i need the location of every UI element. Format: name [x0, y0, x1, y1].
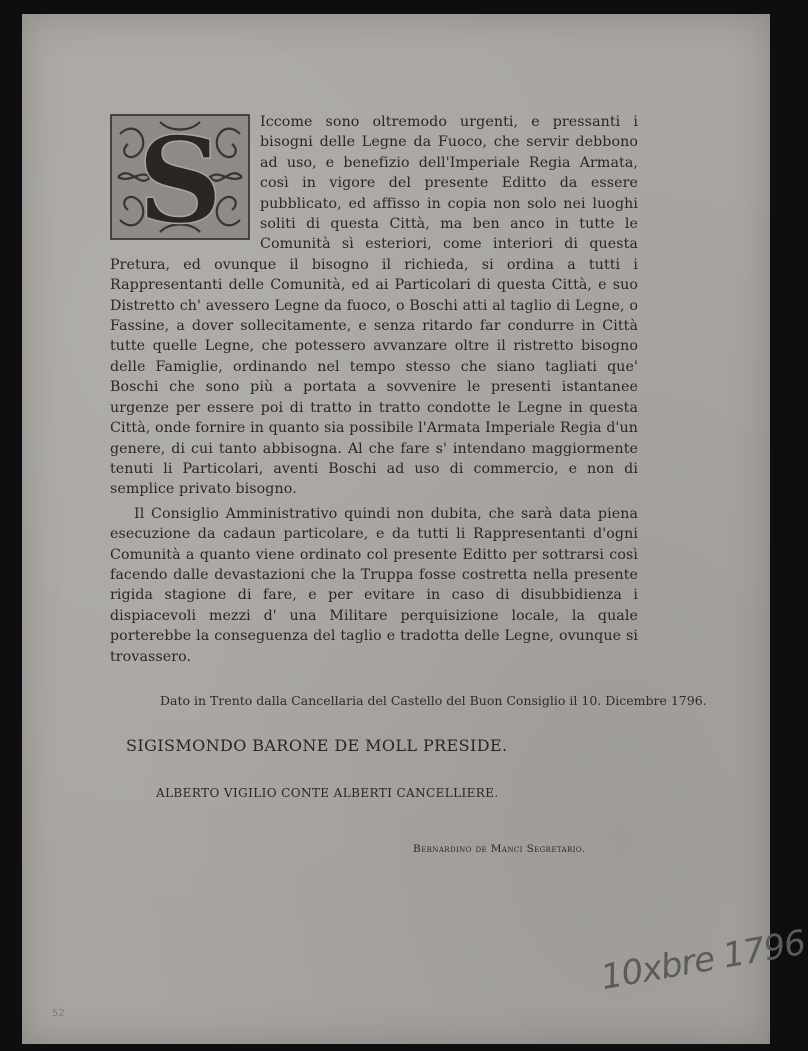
date-line: Dato in Trento dalla Cancellaria del Castello del Buon Consiglio il 10. Dicembre 1796. [160, 693, 707, 708]
handwritten-date-note: 10xbre 1796 [598, 922, 808, 998]
initial-letter: S [137, 111, 223, 250]
signature-segretario: Bernardino de Manci Segretario. [413, 843, 586, 855]
paragraph-1: Iccome sono oltremodo urgenti, e pressanti i bisogni delle Legne da Fuoco, che servir debbono ad uso, e benefizio dell'Imperiale Regia Armata, così in vigore del presente Editto da essere pubblicato, ed affisso in copia non solo nei luoghi soliti di questa Città, ma ben anco in tutte le Comunità sì esteriori, come interiori di questa Pretura, ed ovunque il bisogno il richieda, si ordina a tutti i Rappresentanti delle Comunità, ed ai Particolari di questa Città, e suo Distretto ch' avessero Legne da fuoco, o Boschi atti al taglio di Legne, o Fassine, a dover sollecitamente, e senza ritardo far condurre in Città tutte quelle Legne, che potessero avvanzare oltre il ristretto bisogno delle Famiglie, ordinando nel tempo stesso che siano tagliati que' Boschi che sono più a portata a sovvenire le presenti istantanee urgenze per essere poi di tratto in tratto condotte le Legne in questa Città, onde fornire in quanto sia possibile l'Armata Imperiale Regia d'un genere, di cui tanto abbisogna. Al che fare s' intendano maggiormente tenuti li Particolari, aventi Boschi ad uso di commercio, e non di semplice privato bisogno. [110, 114, 638, 498]
signature-preside: SIGISMONDO BARONE DE MOLL PRESIDE. [126, 736, 508, 755]
edict-body [110, 112, 638, 667]
paragraph-2: Il Consiglio Amministrativo quindi non dubita, che sarà data piena esecuzione da cadaun particolare, e da tutti li Rappresentanti d'ogni Comunità a quanto viene ordinato col presente Editto per sottrarsi così facendo dalle devastazioni che la Truppa fosse costretta nella presente rigida stagione di fare, e per evitare in caso di disubbidienza i dispiacevoli mezzi d' una Militare perquisizione locale, la quale porterebbe la conseguenza del taglio e tradotta delle Legne, ovunque si trovassero. [110, 505, 638, 665]
page-number-mark: 52 [52, 1008, 65, 1019]
decorated-initial-s [110, 111, 250, 250]
signature-cancelliere: ALBERTO VIGILIO CONTE ALBERTI CANCELLIERE. [156, 786, 499, 800]
